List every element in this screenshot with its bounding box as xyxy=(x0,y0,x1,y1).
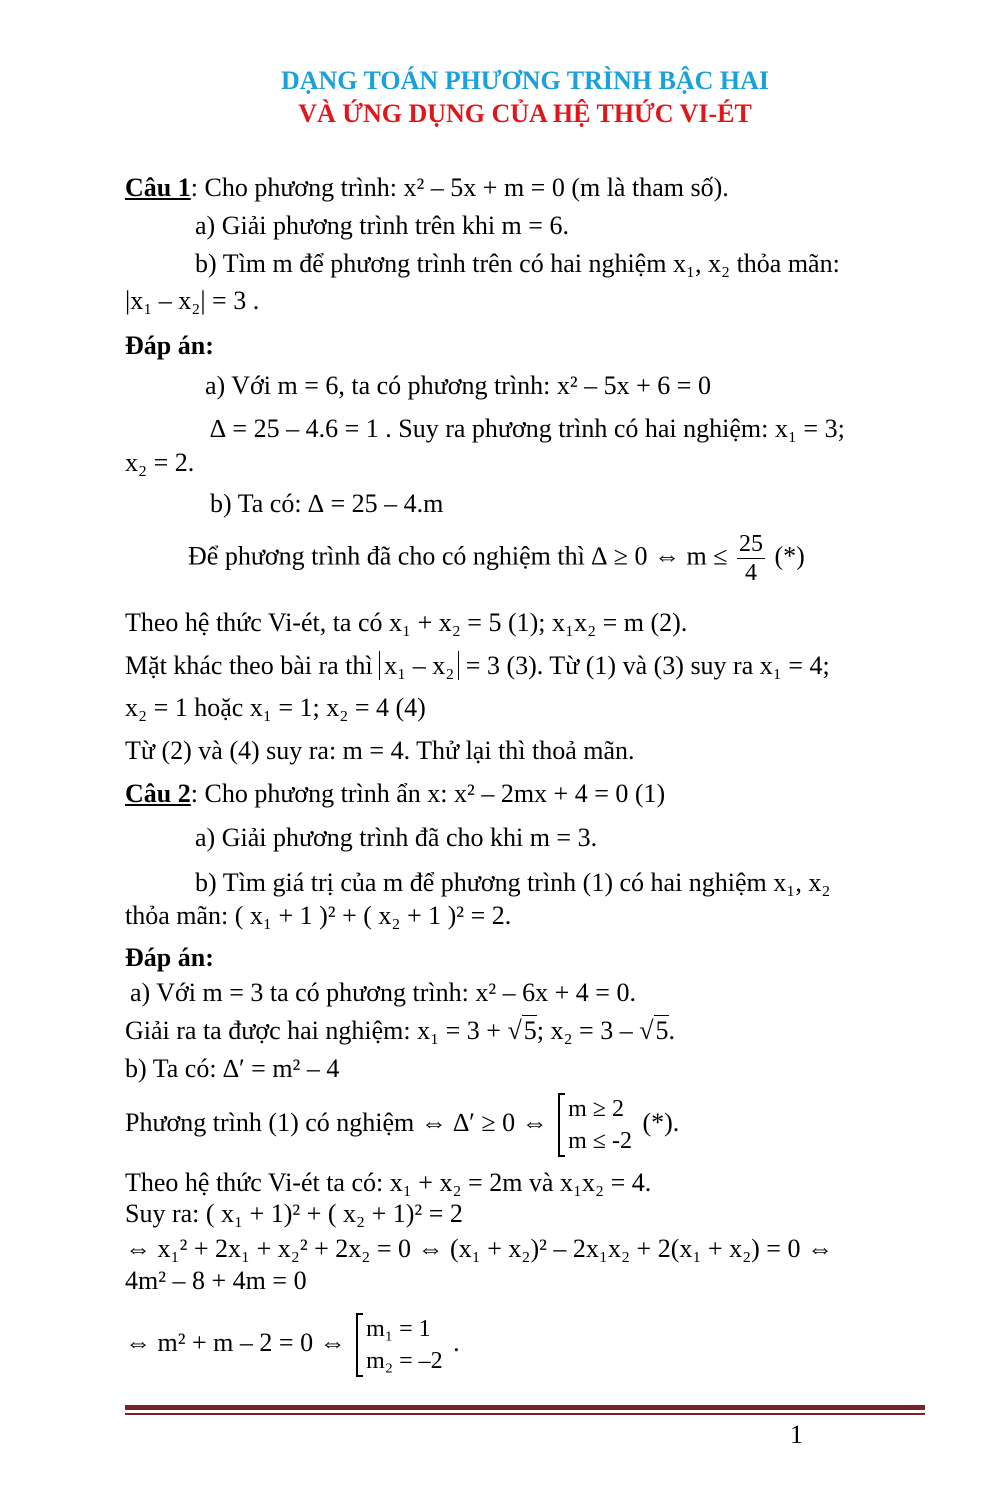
answer-1-line-7-text: Mặt khác theo bài ra thì xyxy=(125,651,373,680)
answer-1-line-2: ∆ = 25 – 4.6 = 1 . Suy ra phương trình có hai nghiệm: x₁ = 3; xyxy=(210,414,845,443)
answer-1-line-6: Theo hệ thức Vi-ét, ta có x₁ + x₂ = 5 (1); x₁x₂ = m (2). xyxy=(125,608,688,637)
sqrt-5: 5 xyxy=(523,1016,537,1045)
question-2-label: Câu 2 xyxy=(125,779,191,808)
answer-1-line-1: a) Với m = 6, ta có phương trình: x² – 5x + 6 = 0 xyxy=(205,371,711,400)
answer-1-line-3: x₂ = 2. xyxy=(125,448,195,477)
case-bracket-2 xyxy=(356,1313,443,1377)
question-2-part-a: a) Giải phương trình đã cho khi m = 3. xyxy=(195,823,598,852)
question-1-prompt: : Cho phương trình: x² – 5x + m = 0 (m là tham số). xyxy=(190,173,729,202)
absolute-value: x₁ – x₂ xyxy=(379,651,459,680)
answer-1-label: Đáp án: xyxy=(125,331,214,360)
answer-2-line-3: b) Ta có: ∆′ = m² – 4 xyxy=(125,1054,340,1083)
question-1 xyxy=(125,172,729,204)
answer-2-line-7: ⇔ x₁² + 2x₁ + x₂² + 2x₂ = 0 ⇔ (x₁ + x₂)² – 2x₁x₂ + 2(x₁ + x₂) = 0 ⇔ xyxy=(125,1234,833,1263)
answer-2-line-9-text: ⇔ m² + m – 2 = 0 ⇔ xyxy=(125,1328,346,1357)
case-2-row-1: m₁ = 1 xyxy=(366,1316,431,1343)
answer-2-line-9-end: . xyxy=(453,1328,460,1357)
answer-1-line-8: x₂ = 1 hoặc x₁ = 1; x₂ = 4 (4) xyxy=(125,693,426,722)
fraction-denominator: 4 xyxy=(745,560,757,586)
answer-2-line-1: a) Với m = 3 ta có phương trình: x² – 6x + 4 = 0. xyxy=(130,978,636,1007)
answer-2-line-4 xyxy=(125,1088,679,1158)
title-line-1: DẠNG TOÁN PHƯƠNG TRÌNH BẬC HAI xyxy=(280,66,770,95)
case-bracket-1 xyxy=(558,1093,632,1157)
title-line-2: VÀ ỨNG DỤNG CỦA HỆ THỨC VI-ÉT xyxy=(298,99,752,128)
answer-1-line-7-rest: = 3 (3). Từ (1) và (3) suy ra x₁ = 4; xyxy=(465,651,830,680)
fraction-numerator: 25 xyxy=(739,531,763,557)
sqrt-5-second: 5 xyxy=(655,1016,669,1045)
answer-2-line-9 xyxy=(125,1303,460,1383)
fraction-25-over-4 xyxy=(737,530,765,587)
question-1-part-b-condition: |x₁ – x₂| = 3 . xyxy=(125,286,260,315)
answer-1-line-5-text: Để phương trình đã cho có nghiệm thì ∆ ≥ 0 ⇔ m ≤ xyxy=(188,541,728,571)
answer-2-line-2-text: Giải ra ta được hai nghiệm: x₁ = 3 + xyxy=(125,1016,501,1045)
footer-rule-thin xyxy=(125,1413,925,1415)
answer-2-line-6: Suy ra: ( x₁ + 1)² + ( x₂ + 1)² = 2 xyxy=(125,1199,463,1228)
question-2-part-b-line-2: thỏa mãn: ( x₁ + 1 )² + ( x₂ + 1 )² = 2. xyxy=(125,901,512,930)
question-1-part-b: b) Tìm m để phương trình trên có hai nghiệm x₁, x₂ thỏa mãn: xyxy=(195,249,840,278)
answer-2-line-5: Theo hệ thức Vi-ét ta có: x₁ + x₂ = 2m và x₁x₂ = 4. xyxy=(125,1168,652,1197)
question-2 xyxy=(125,778,665,810)
case-1-row-2: m ≤ -2 xyxy=(568,1128,632,1155)
answer-1-line-5-marker: (*) xyxy=(774,541,805,571)
answer-2-line-8: 4m² – 8 + 4m = 0 xyxy=(125,1266,307,1295)
page-number: 1 xyxy=(790,1420,803,1449)
question-1-part-a: a) Giải phương trình trên khi m = 6. xyxy=(195,211,569,240)
answer-2-line-2-mid: ; x₂ = 3 – xyxy=(536,1016,633,1045)
answer-2-line-4-marker: (*). xyxy=(642,1108,680,1137)
answer-1-line-7 xyxy=(125,650,830,682)
case-2-row-2: m₂ = –2 xyxy=(366,1348,443,1375)
answer-1-line-5 xyxy=(188,530,805,587)
answer-1-line-4: b) Ta có: ∆ = 25 – 4.m xyxy=(210,489,444,518)
question-2-prompt: : Cho phương trình ẩn x: x² – 2mx + 4 = 0 (1) xyxy=(190,779,666,808)
answer-2-label: Đáp án: xyxy=(125,943,214,972)
answer-1-line-9: Từ (2) và (4) suy ra: m = 4. Thử lại thì thoả mãn. xyxy=(125,736,635,765)
case-1-row-1: m ≥ 2 xyxy=(568,1096,624,1123)
footer-rule-thick xyxy=(125,1405,925,1410)
answer-2-line-2-end: . xyxy=(668,1016,675,1045)
question-1-label: Câu 1 xyxy=(125,173,191,202)
answer-2-line-2: Giải ra ta được hai nghiệm: x₁ = 3 + √5; x₂ = 3 – √5. xyxy=(125,1016,675,1045)
answer-2-line-4-text: Phương trình (1) có nghiệm ⇔ ∆′ ≥ 0 ⇔ xyxy=(125,1108,548,1137)
question-2-part-b-line-1: b) Tìm giá trị của m để phương trình (1) có hai nghiệm x₁, x₂ xyxy=(195,868,831,897)
